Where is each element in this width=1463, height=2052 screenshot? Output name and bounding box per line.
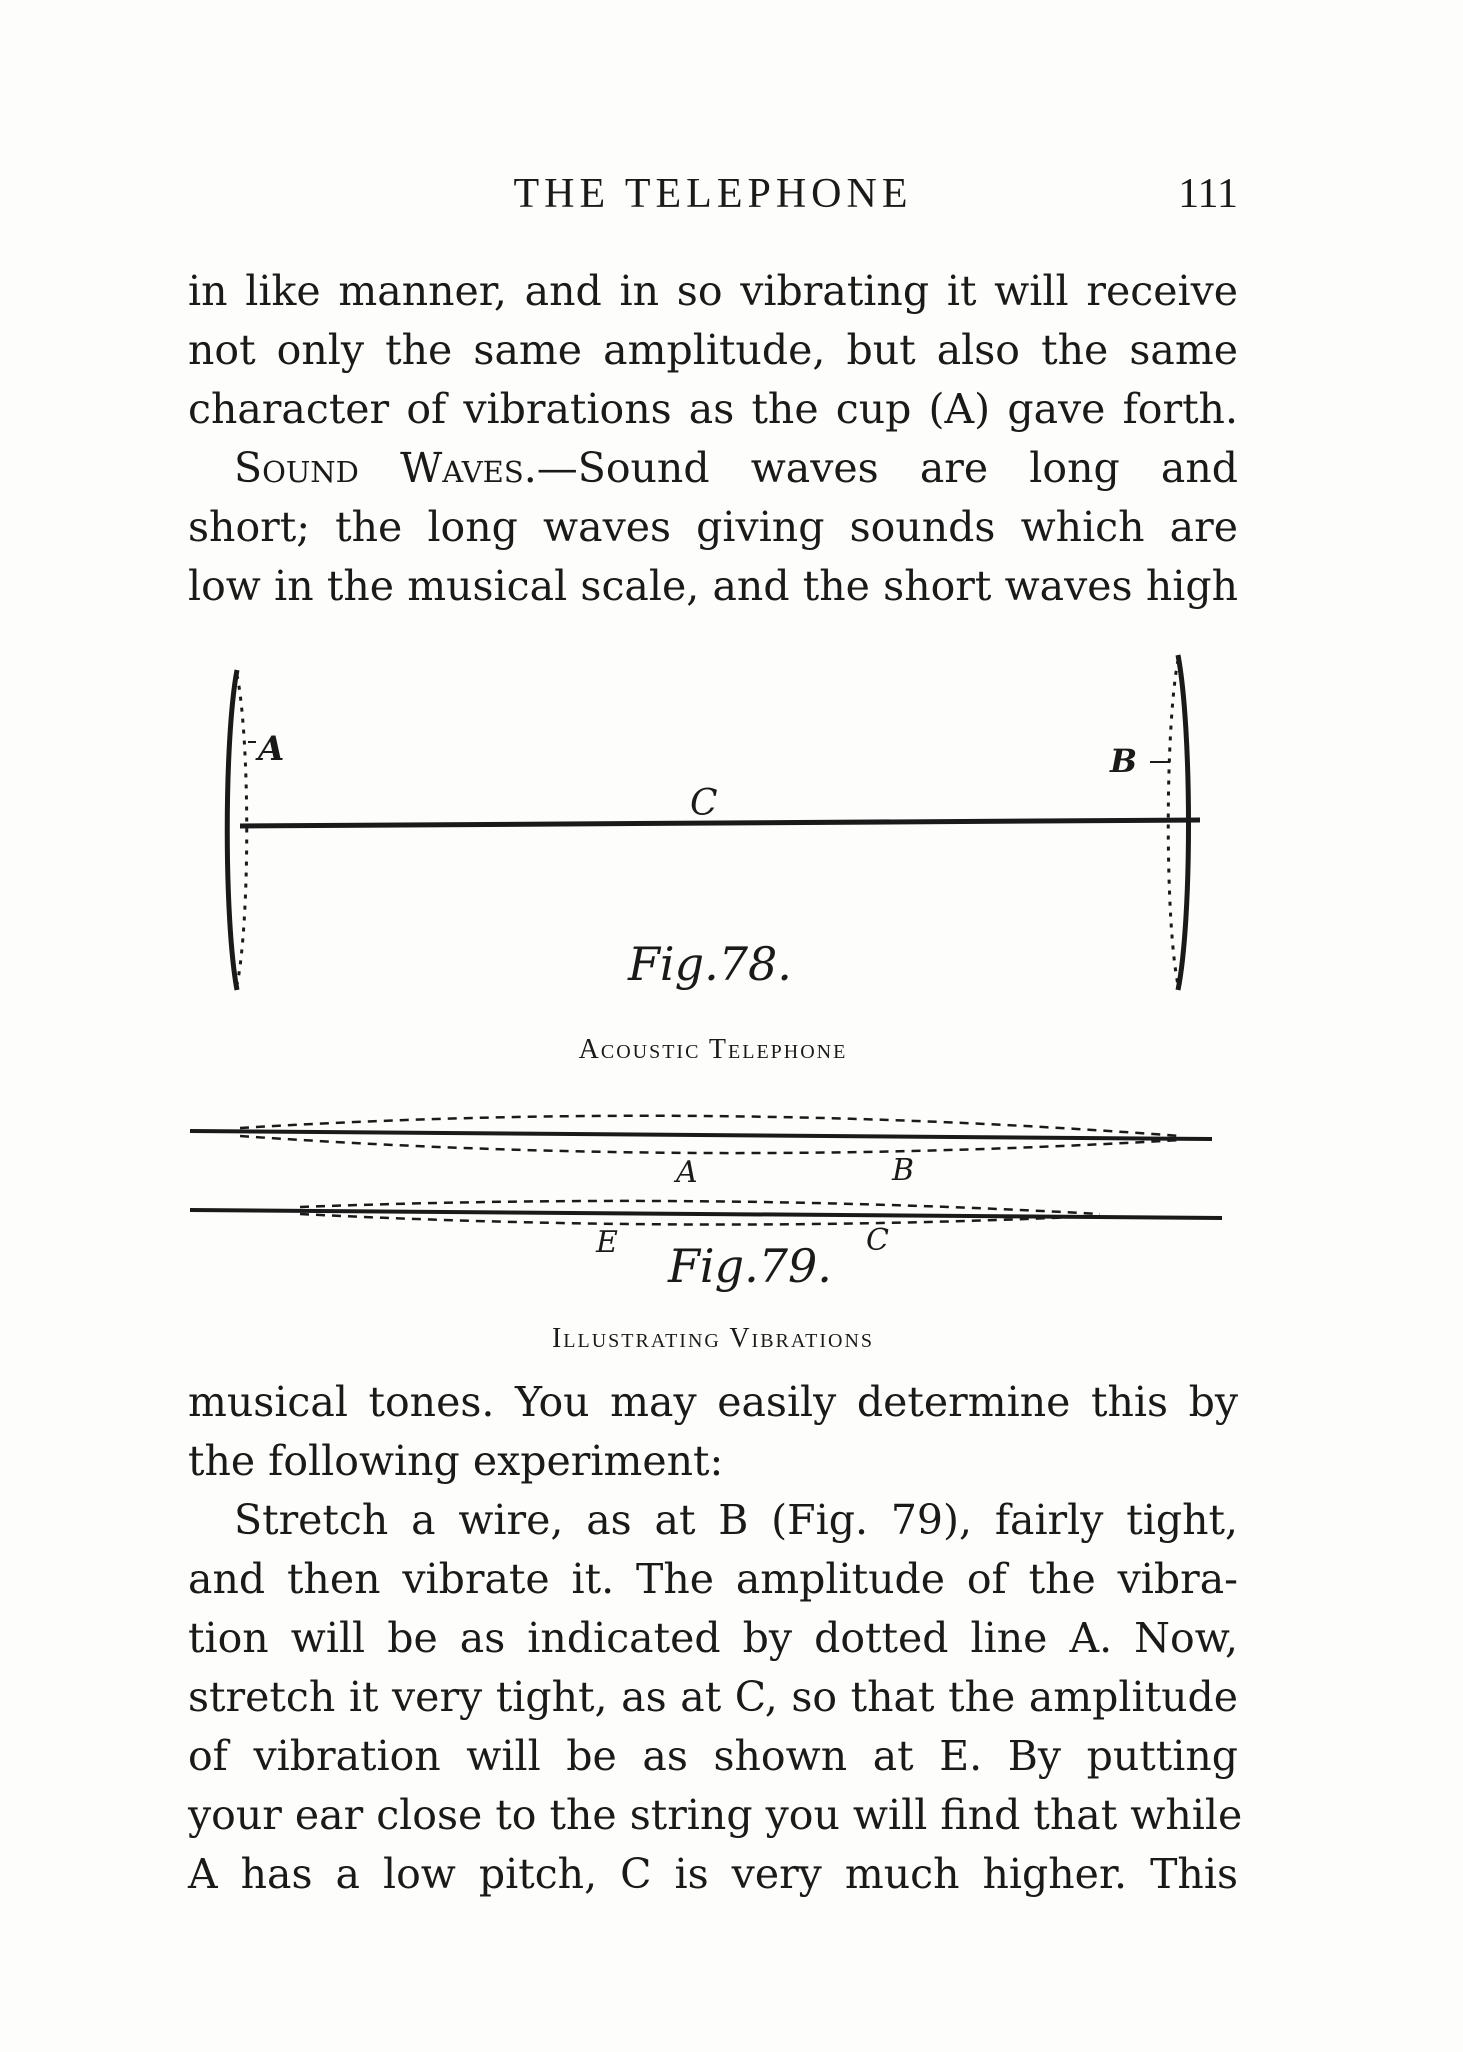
text-line: stretch it very tight, as at C, so that the amplitude (188, 1673, 1238, 1721)
figure-78 (227, 655, 1200, 991)
text-line: in like manner, and in so vibrating it will receive (188, 267, 1238, 315)
text-line: short; the long waves giving sounds which are (188, 503, 1238, 551)
figure-78-label: Fig.78. (628, 937, 792, 991)
label-a: A (676, 1155, 698, 1190)
figure-78-caption: Acoustic Telephone (578, 1034, 848, 1065)
text-run: —Sound waves are long and (536, 444, 1238, 492)
bottom-paragraph (188, 1373, 1243, 1904)
text-line: Stretch a wire, as at B (Fig. 79), fairly tight, (234, 1496, 1238, 1544)
running-title: THE TELEPHONE (513, 171, 913, 217)
text-line: and then vibrate it. The amplitude of the vibra- (188, 1555, 1238, 1603)
text-line: A has a low pitch, C is very much higher. This (188, 1850, 1238, 1898)
label-c: C (690, 783, 718, 824)
wire-b (190, 1131, 1212, 1139)
label-e: E (596, 1225, 618, 1260)
text-line: not only the same amplitude, but also the same (188, 326, 1238, 374)
label-b: B (1110, 742, 1138, 780)
text-line: character of vibrations as the cup (A) gave forth. (188, 385, 1238, 433)
label-b: B (892, 1153, 915, 1188)
page-number: 111 (1178, 171, 1238, 217)
connecting-string (240, 820, 1200, 826)
text-line: musical tones. You may easily determine this by (188, 1378, 1238, 1426)
text-line: your ear close to the string you will find that while (188, 1791, 1243, 1839)
text-line: the following experiment: (188, 1437, 724, 1485)
diaphragm-a-vibration (237, 675, 247, 985)
text-line: of vibration will be as shown at E. By putting (188, 1732, 1238, 1780)
wire-c (190, 1210, 1222, 1218)
label-a: A (258, 729, 285, 769)
figure-79-caption: Illustrating Vibrations (551, 1323, 875, 1354)
figure-79-label: Fig.79. (668, 1239, 832, 1293)
label-c: C (866, 1223, 889, 1258)
section-heading: Sound Waves. (234, 444, 537, 492)
text-line: tion will be as indicated by dotted line A. Now, (188, 1614, 1238, 1662)
diaphragm-a (227, 670, 237, 990)
figure-79 (190, 1116, 1222, 1293)
text-line: low in the musical scale, and the short waves high (188, 562, 1238, 610)
